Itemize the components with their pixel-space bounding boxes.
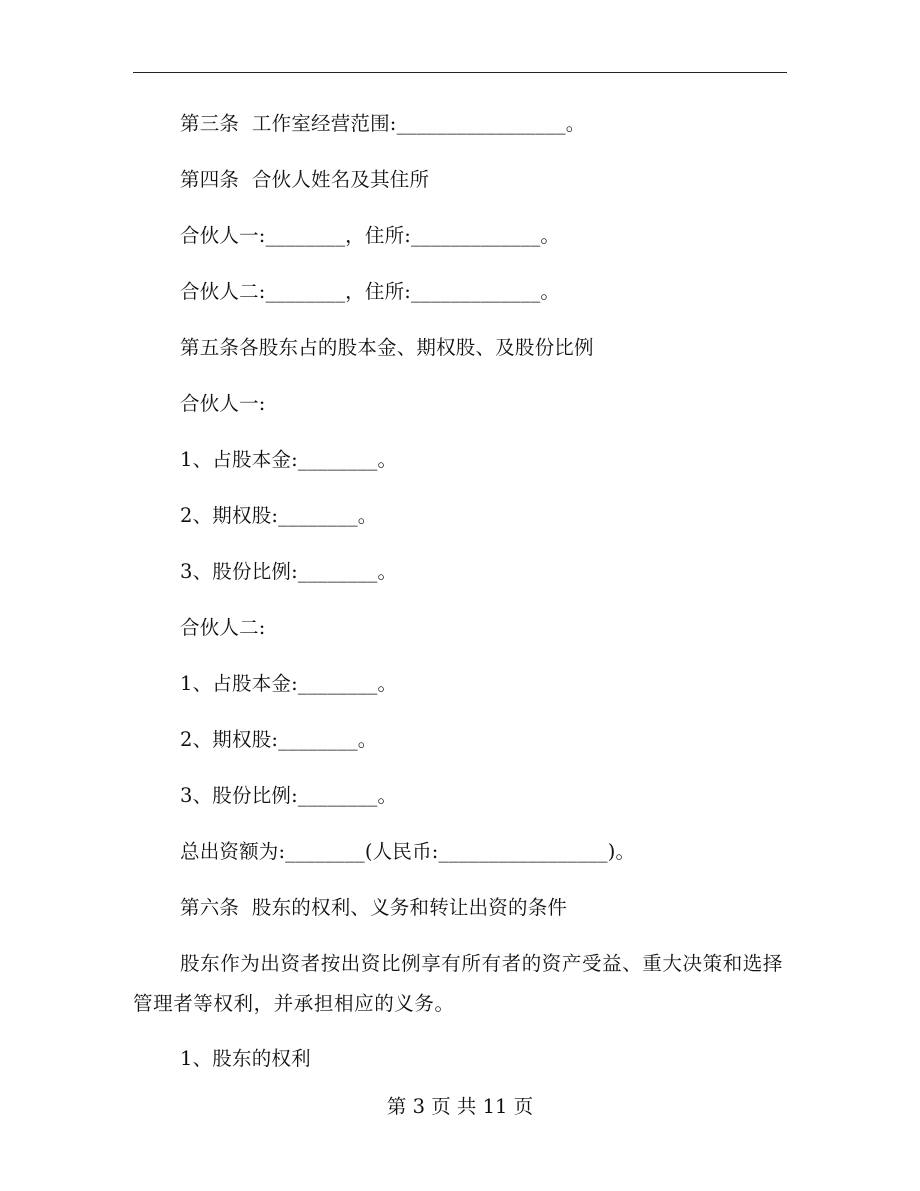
shareholder-rights-heading: 1、股东的权利 xyxy=(180,1047,311,1070)
partner-2-address: 合伙人二:________，住所:_____________。 xyxy=(180,280,561,303)
article-4-title: 第四条 合伙人姓名及其住所 xyxy=(180,168,430,191)
partner-1-capital: 1、占股本金:________。 xyxy=(180,448,398,471)
partner-2-capital: 1、占股本金:________。 xyxy=(180,672,398,695)
partner-1-ratio: 3、股份比例:________。 xyxy=(180,560,398,583)
partner-1-address: 合伙人一:________，住所:_____________。 xyxy=(180,224,561,247)
shareholder-rights-paragraph: 股东作为出资者按出资比例享有所有者的资产受益、重大决策和选择管理者等权利，并承担相应的义务。 xyxy=(133,952,784,1015)
partner-2-options: 2、期权股:________。 xyxy=(180,728,378,751)
partner-2-ratio: 3、股份比例:________。 xyxy=(180,784,398,807)
article-6-title: 第六条 股东的权利、义务和转让出资的条件 xyxy=(180,896,568,919)
article-3-scope: 第三条 工作室经营范围:_________________。 xyxy=(180,112,586,135)
article-5-title: 第五条各股东占的股本金、期权股、及股份比例 xyxy=(180,336,594,359)
page-number-footer: 第 3 页 共 11 页 xyxy=(386,1095,534,1118)
partner-1-heading: 合伙人一: xyxy=(180,392,266,415)
partner-2-heading: 合伙人二: xyxy=(180,616,266,639)
header-rule xyxy=(133,72,787,73)
total-investment: 总出资额为:________(人民币:_________________)。 xyxy=(180,840,636,863)
partner-1-options: 2、期权股:________。 xyxy=(180,504,378,527)
